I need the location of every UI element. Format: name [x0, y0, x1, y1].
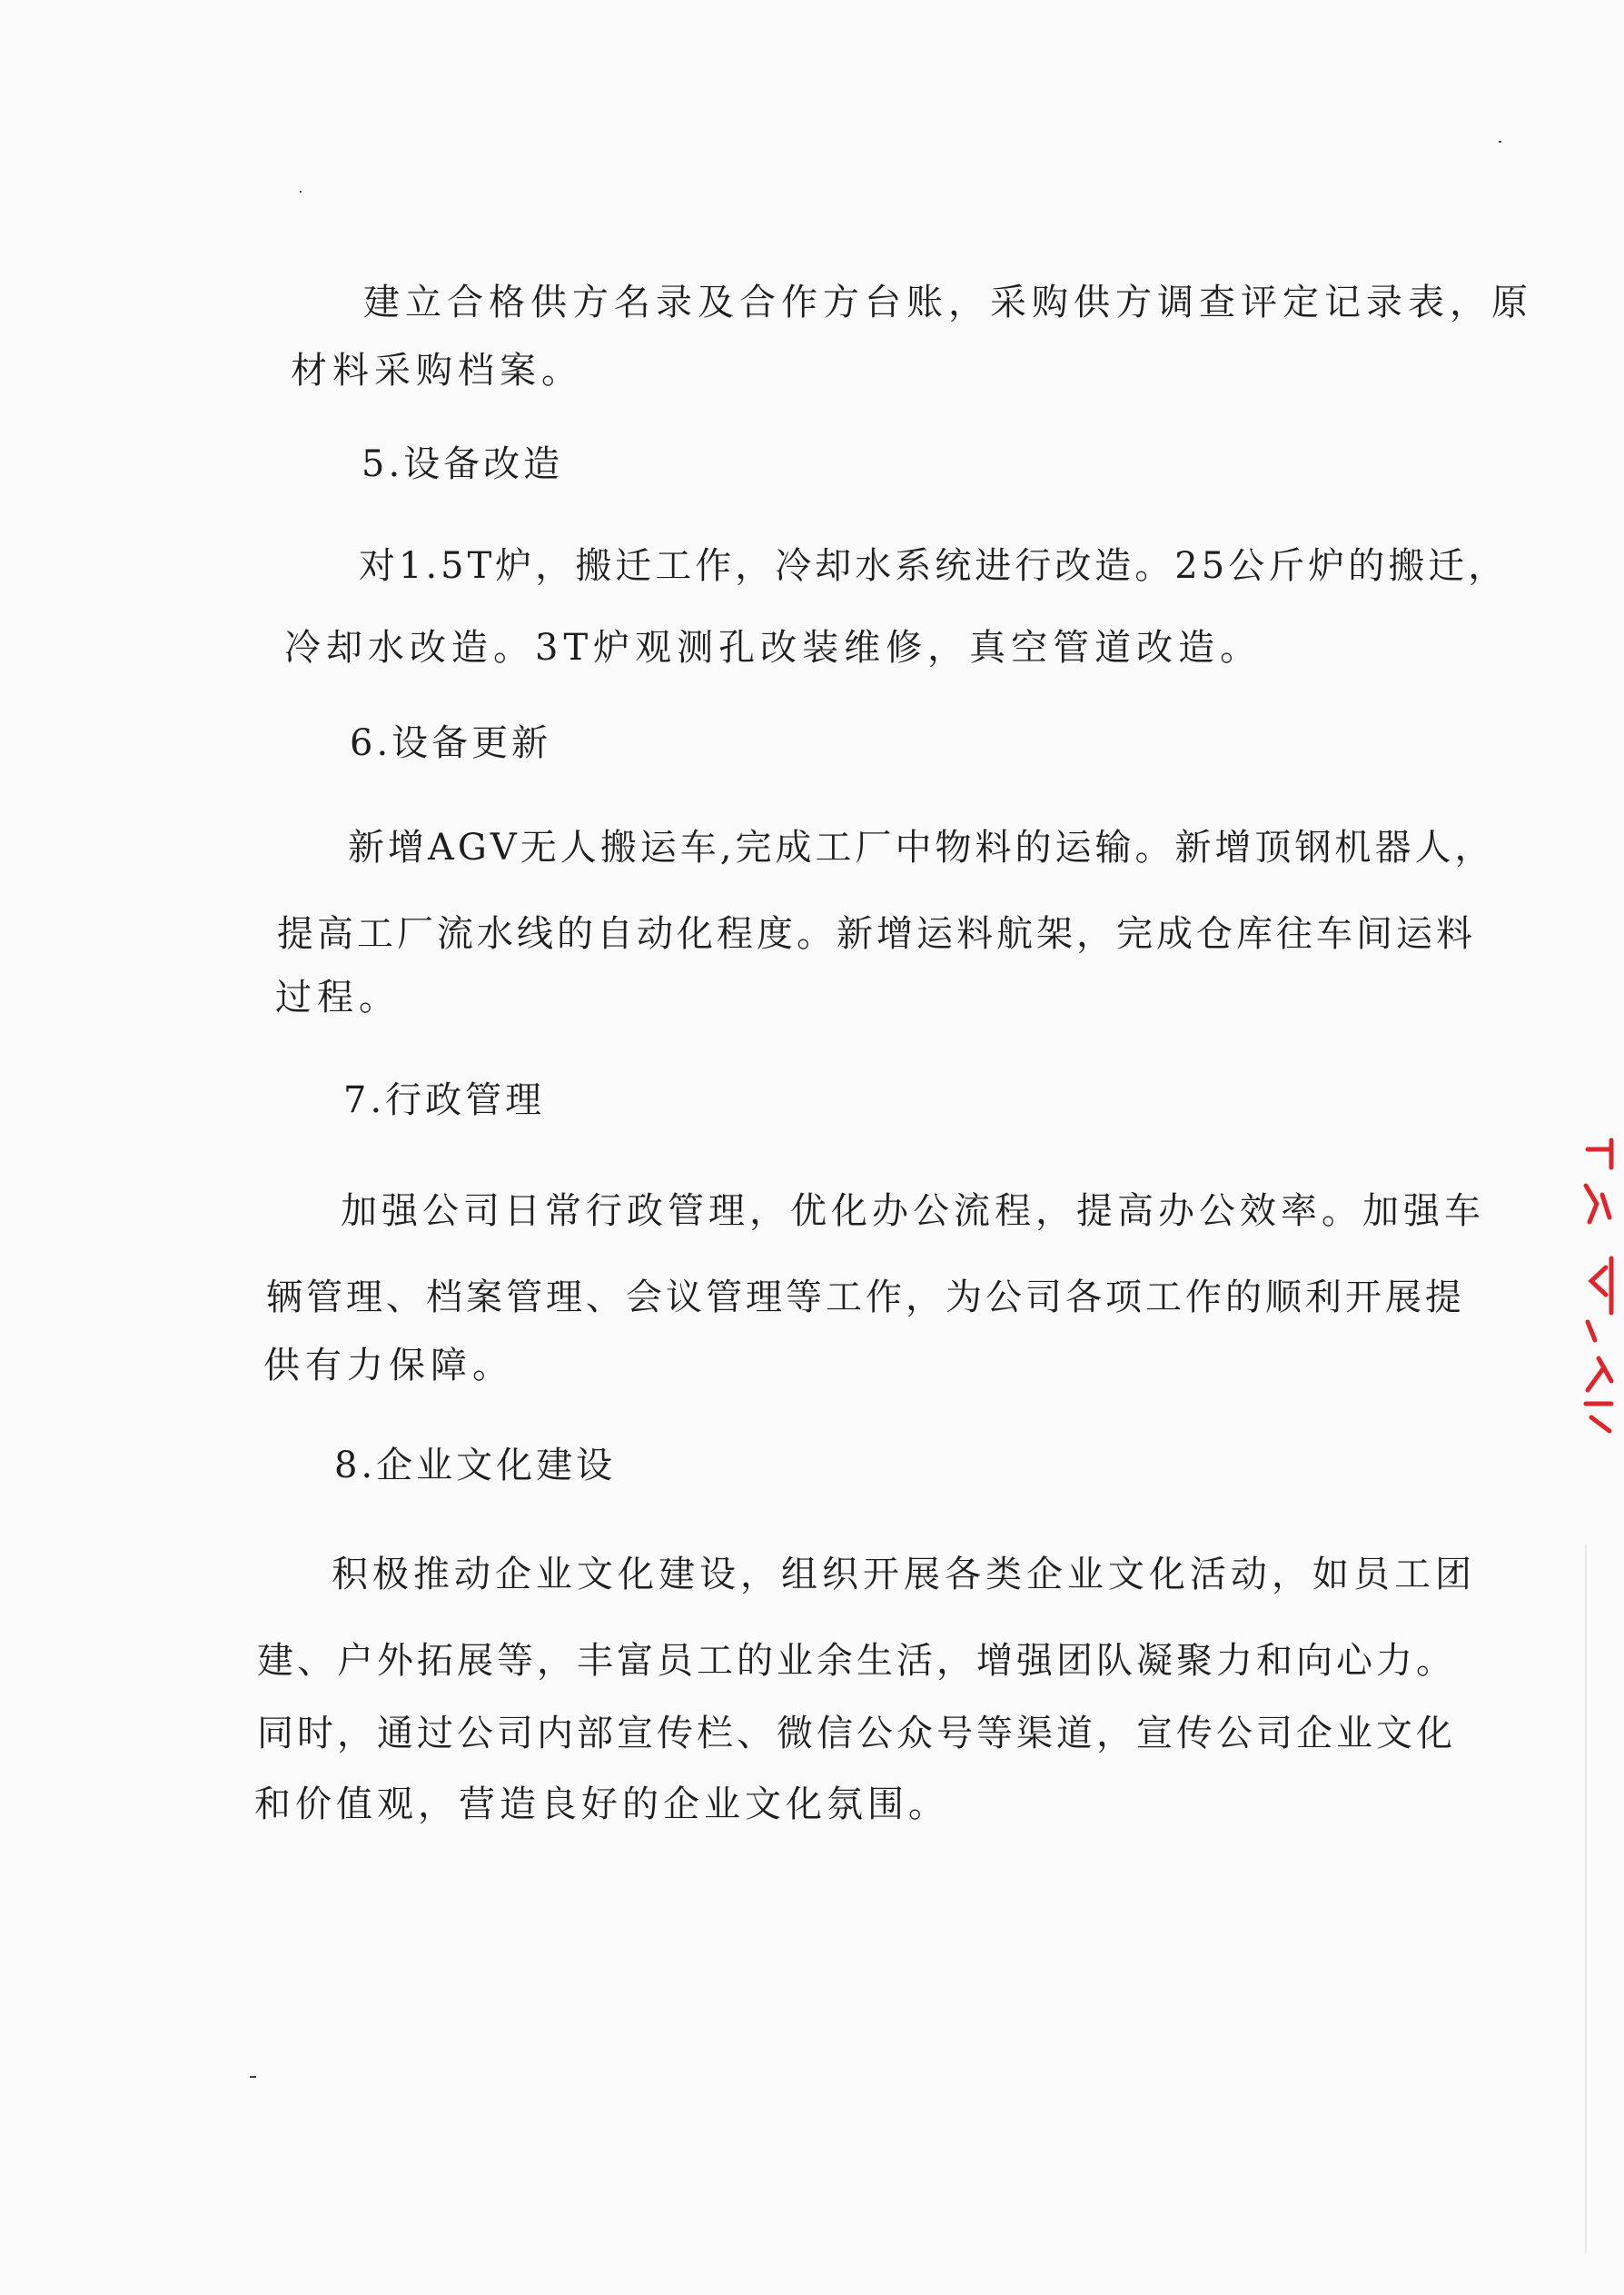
- paragraph-line: 积极推动企业文化建设，组织开展各类企业文化活动，如员工团: [332, 1554, 1476, 1595]
- section-heading-administrative-management: 7.行政管理: [343, 1079, 546, 1121]
- scan-dot: [300, 191, 302, 193]
- paragraph-line: 对1.5T炉，搬迁工作，冷却水系统进行改造。25公斤炉的搬迁，: [359, 545, 1509, 587]
- paragraph-line: 供有力保障。: [263, 1345, 514, 1386]
- paragraph-line: 冷却水改造。3T炉观测孔改装维修，真空管道改造。: [284, 627, 1263, 669]
- section-heading-equipment-renovation: 5.设备改造: [361, 443, 564, 485]
- paragraph-line: 辆管理、档案管理、会议管理等工作，为公司各项工作的顺利开展提: [266, 1277, 1465, 1318]
- paragraph-line: 建立合格供方名录及合作方台账，采购供方调查评定记录表，原: [363, 282, 1533, 323]
- paragraph-line: 新增AGV无人搬运车,完成工厂中物料的运输。新增顶钢机器人，: [348, 827, 1495, 869]
- paragraph-line: 同时，通过公司内部宣传栏、微信公众号等渠道，宣传公司企业文化: [257, 1713, 1456, 1754]
- paragraph-line: 加强公司日常行政管理，优化办公流程，提高办公效率。加强车: [341, 1190, 1485, 1232]
- section-heading-equipment-update: 6.设备更新: [350, 722, 552, 764]
- paragraph-line: 材料采购档案。: [291, 350, 583, 392]
- scan-dot: [1499, 141, 1501, 143]
- scan-dash: [250, 2076, 256, 2078]
- scan-edge-line: [1585, 1545, 1587, 2253]
- paragraph-line: 提高工厂流水线的自动化程度。新增运料航架，完成仓库往车间运料: [277, 913, 1476, 955]
- paragraph-line: 过程。: [275, 977, 401, 1018]
- paragraph-line: 和价值观，营造良好的企业文化氛围。: [254, 1783, 949, 1825]
- section-heading-corporate-culture: 8.企业文化建设: [334, 1445, 617, 1486]
- paragraph-line: 建、户外拓展等，丰富员工的业余生活，增强团队凝聚力和向心力。: [257, 1640, 1456, 1682]
- red-seal-stamp-fragment: [1579, 1131, 1615, 1440]
